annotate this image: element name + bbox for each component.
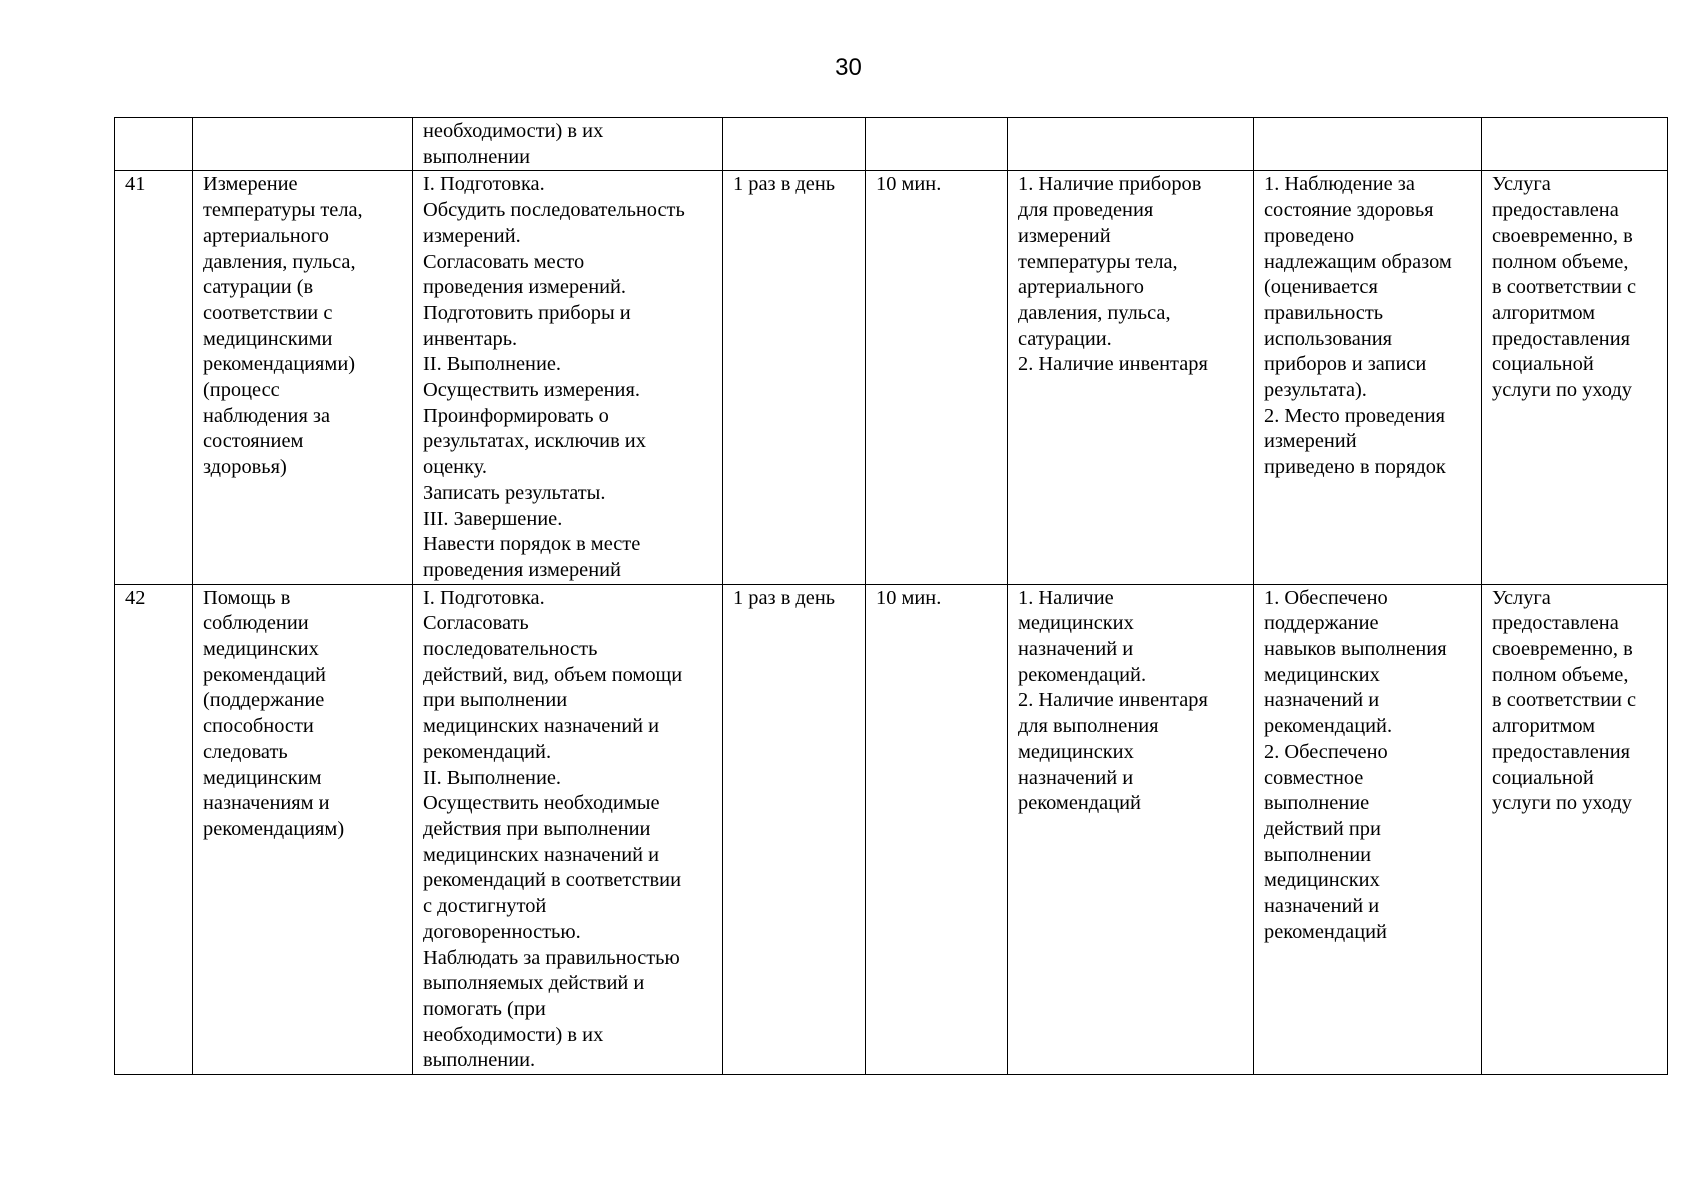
cell-text-line: 2. Место проведения <box>1264 404 1446 427</box>
cell-text-line: необходимости) в их <box>423 1023 604 1046</box>
cell-text-line: Измерение <box>203 173 298 196</box>
cell-text-line: Осуществить измерения. <box>423 379 640 402</box>
cell-text-line: для проведения <box>1018 199 1154 222</box>
cell-text-line: при выполнении <box>423 689 568 712</box>
results-cell <box>1254 171 1482 584</box>
cell-text-line: соблюдении <box>203 612 309 635</box>
cell-text-line: полном объеме, <box>1492 663 1629 686</box>
cell-text-line: приведено в порядок <box>1264 456 1446 479</box>
cell-text-line: II. Выполнение. <box>423 766 562 789</box>
cell-text-line: предоставлена <box>1492 199 1619 222</box>
cell-text-line: сатурации. <box>1018 327 1112 350</box>
cell-text-line: 1. Наличие <box>1018 586 1114 609</box>
frequency-cell: 1 раз в день <box>723 584 866 1074</box>
cell-text-line: медицинских <box>203 638 319 661</box>
cell-text-line: температуры тела, <box>1018 250 1178 273</box>
cell-text-line: совместное <box>1264 766 1364 789</box>
cell-text-line: медицинских назначений и <box>423 715 660 738</box>
cell-text-line: Помощь в <box>203 586 291 609</box>
cell-text-line: медицинских <box>1018 740 1134 763</box>
service-standards-table <box>114 117 1668 1075</box>
cell-text-line: III. Завершение. <box>423 507 563 530</box>
cell-text-line: рекомендациям) <box>203 817 345 840</box>
cell-text-line: назначений и <box>1018 638 1134 661</box>
cell-text-line: действий при <box>1264 817 1381 840</box>
cell-text-line: назначений и <box>1264 895 1380 918</box>
cell-text-line: с достигнутой <box>423 895 547 918</box>
cell-text-line: рекомендаций. <box>1018 663 1147 686</box>
results-cell <box>1254 118 1482 171</box>
cell-text-line: использования <box>1264 327 1393 350</box>
cell-text-line: Записать результаты. <box>423 481 606 504</box>
cell-text-line: полном объеме, <box>1492 250 1629 273</box>
row-number-cell: 41 <box>115 171 193 584</box>
results-cell <box>1254 584 1482 1074</box>
cell-text-line: медицинскими <box>203 327 333 350</box>
cell-text-line: оценку. <box>423 456 487 479</box>
cell-text-line: II. Выполнение. <box>423 353 562 376</box>
cell-text-line: навыков выполнения <box>1264 638 1447 661</box>
cell-text-line: наблюдения за <box>203 404 331 427</box>
cell-text-line: предоставлена <box>1492 612 1619 635</box>
cell-text-line: медицинских назначений и <box>423 843 660 866</box>
conditions-cell <box>1008 171 1254 584</box>
service-actions-cell <box>413 171 723 584</box>
cell-text-line: выполняемых действий и <box>423 972 645 995</box>
cell-text-line: 2. Наличие инвентаря <box>1018 689 1208 712</box>
cell-text-line: артериального <box>1018 276 1144 299</box>
cell-text-line: проведения измерений. <box>423 276 627 299</box>
service-name-cell <box>193 118 413 171</box>
row-number-cell: 42 <box>115 584 193 1074</box>
table-row <box>115 584 1668 1074</box>
cell-text-line: социальной <box>1492 353 1594 376</box>
cell-text-line: медицинских <box>1264 663 1380 686</box>
cell-text-line: выполнении. <box>423 1049 536 1072</box>
service-name-cell <box>193 584 413 1074</box>
duration-cell <box>866 118 1008 171</box>
cell-text-line: проведения измерений <box>423 558 621 581</box>
cell-text-line: 1. Наличие приборов <box>1018 173 1202 196</box>
cell-text-line: сатурации (в <box>203 276 314 299</box>
page-number: 30 <box>835 54 862 81</box>
cell-text-line: 1. Обеспечено <box>1264 586 1388 609</box>
cell-text-line: поддержание <box>1264 612 1379 635</box>
cell-text-line: давления, пульса, <box>1018 301 1171 324</box>
cell-text-line: назначениям и <box>203 792 330 815</box>
cell-text-line: Услуга <box>1492 586 1551 609</box>
cell-text-line: 2. Наличие инвентаря <box>1018 353 1208 376</box>
table-body <box>115 118 1668 1075</box>
cell-text-line: рекомендаций <box>203 663 326 686</box>
cell-text-line: действия при выполнении <box>423 817 651 840</box>
cell-text-line: соответствии с <box>203 301 333 324</box>
cell-text-line: своевременно, в <box>1492 224 1633 247</box>
cell-text-line: помогать (при <box>423 997 546 1020</box>
conditions-cell <box>1008 584 1254 1074</box>
frequency-cell: 1 раз в день <box>723 171 866 584</box>
row-number-cell <box>115 118 193 171</box>
cell-text-line: инвентарь. <box>423 327 518 350</box>
cell-text-line: предоставления <box>1492 327 1631 350</box>
cell-text-line: услуги по уходу <box>1492 792 1632 815</box>
cell-text-line: температуры тела, <box>203 199 363 222</box>
cell-text-line: назначений и <box>1264 689 1380 712</box>
cell-text-line: следовать <box>203 740 288 763</box>
cell-text-line: договоренностью. <box>423 920 581 943</box>
cell-text-line: рекомендаций в соответствии <box>423 869 681 892</box>
cell-text-line: (поддержание <box>203 689 325 712</box>
cell-text-line: измерений <box>1018 224 1111 247</box>
cell-text-line: приборов и записи <box>1264 353 1427 376</box>
cell-text-line: 1. Наблюдение за <box>1264 173 1415 196</box>
cell-text-line: Наблюдать за правильностью <box>423 946 680 969</box>
cell-text-line: 2. Обеспечено <box>1264 740 1388 763</box>
service-actions-cell <box>413 584 723 1074</box>
cell-text-line: рекомендаций <box>1018 792 1141 815</box>
cell-text-line: своевременно, в <box>1492 638 1633 661</box>
service-actions-cell <box>413 118 723 171</box>
cell-text-line: здоровья) <box>203 456 287 479</box>
cell-text-line: надлежащим образом <box>1264 250 1452 273</box>
cell-text-line: рекомендаций. <box>1264 715 1393 738</box>
cell-text-line: Услуга <box>1492 173 1551 196</box>
cell-text-line: Подготовить приборы и <box>423 301 631 324</box>
duration-cell: 10 мин. <box>866 584 1008 1074</box>
cell-text-line: Обсудить последовательность <box>423 199 685 222</box>
assessment-cell <box>1482 171 1668 584</box>
cell-text-line: в соответствии с <box>1492 689 1637 712</box>
cell-text-line: проведено <box>1264 224 1355 247</box>
cell-text-line: действий, вид, объем помощи <box>423 663 683 686</box>
cell-text-line: выполнении <box>423 145 531 168</box>
table-row <box>115 118 1668 171</box>
cell-text-line: предоставления <box>1492 740 1631 763</box>
cell-text-line: выполнении <box>1264 843 1372 866</box>
duration-cell: 10 мин. <box>866 171 1008 584</box>
cell-text-line: состоянием <box>203 430 304 453</box>
cell-text-line: Согласовать <box>423 612 529 635</box>
cell-text-line: последовательность <box>423 638 598 661</box>
cell-text-line: правильность <box>1264 301 1384 324</box>
cell-text-line: медицинским <box>203 766 322 789</box>
assessment-cell <box>1482 118 1668 171</box>
cell-text-line: Навести порядок в месте <box>423 533 641 556</box>
cell-text-line: социальной <box>1492 766 1594 789</box>
cell-text-line: услуги по уходу <box>1492 379 1632 402</box>
cell-text-line: Проинформировать о <box>423 404 609 427</box>
cell-text-line: рекомендаций. <box>423 740 552 763</box>
frequency-cell <box>723 118 866 171</box>
cell-text-line: медицинских <box>1264 869 1380 892</box>
conditions-cell <box>1008 118 1254 171</box>
cell-text-line: измерений <box>1264 430 1357 453</box>
cell-text-line: выполнение <box>1264 792 1370 815</box>
cell-text-line: состояние здоровья <box>1264 199 1434 222</box>
cell-text-line: давления, пульса, <box>203 250 356 273</box>
cell-text-line: результатах, исключив их <box>423 430 646 453</box>
cell-text-line: назначений и <box>1018 766 1134 789</box>
cell-text-line: (процесс <box>203 379 280 402</box>
cell-text-line: способности <box>203 715 314 738</box>
assessment-cell <box>1482 584 1668 1074</box>
cell-text-line: для выполнения <box>1018 715 1159 738</box>
service-name-cell <box>193 171 413 584</box>
cell-text-line: медицинских <box>1018 612 1134 635</box>
cell-text-line: алгоритмом <box>1492 301 1596 324</box>
cell-text-line: необходимости) в их <box>423 120 604 142</box>
cell-text-line: рекомендаций <box>1264 920 1387 943</box>
cell-text-line: (оценивается <box>1264 276 1378 299</box>
cell-text-line: артериального <box>203 224 329 247</box>
cell-text-line: I. Подготовка. <box>423 586 545 609</box>
table-row <box>115 171 1668 584</box>
cell-text-line: измерений. <box>423 224 521 247</box>
cell-text-line: I. Подготовка. <box>423 173 545 196</box>
cell-text-line: Осуществить необходимые <box>423 792 660 815</box>
cell-text-line: в соответствии с <box>1492 276 1637 299</box>
cell-text-line: результата). <box>1264 379 1367 402</box>
cell-text-line: рекомендациями) <box>203 353 356 376</box>
cell-text-line: Согласовать место <box>423 250 585 273</box>
cell-text-line: алгоритмом <box>1492 715 1596 738</box>
